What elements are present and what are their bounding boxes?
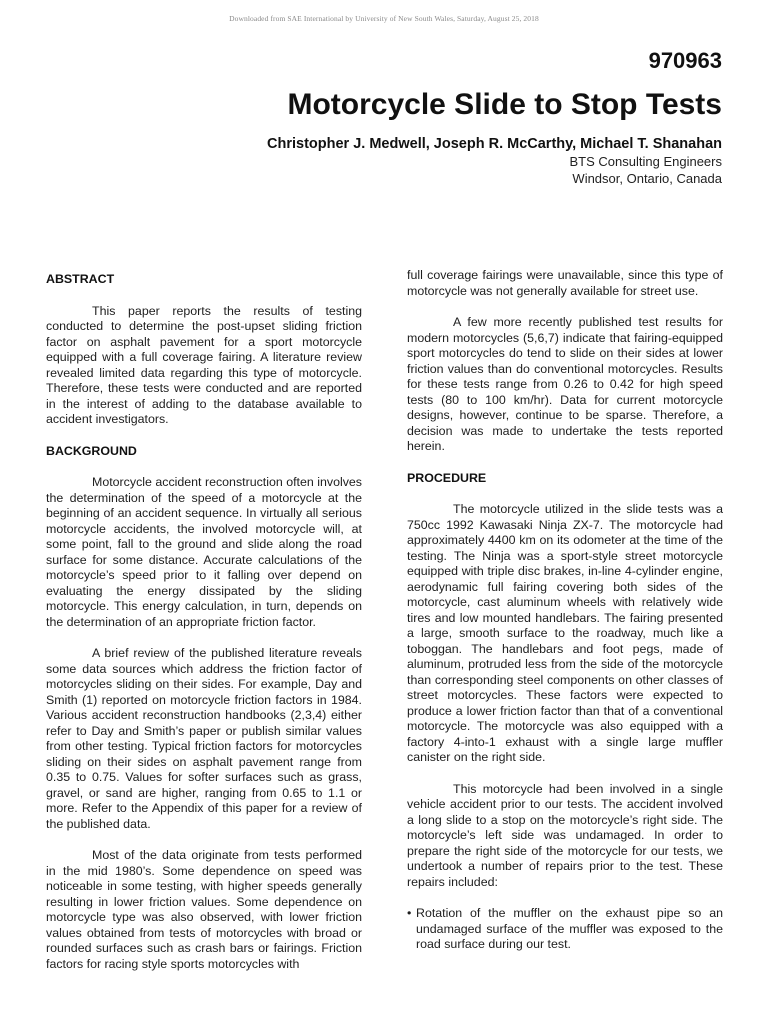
affiliation-location: Windsor, Ontario, Canada — [572, 171, 722, 186]
procedure-heading: PROCEDURE — [407, 470, 487, 485]
bullet-text: Rotation of the muffler on the exhaust pipe so an undamaged surface of the muffler was exposed to the road surface during our test. — [416, 906, 723, 951]
author-list: Christopher J. Medwell, Joseph R. McCarthy, Michael T. Shanahan — [267, 136, 722, 152]
paper-number: 970963 — [648, 48, 722, 73]
abstract-heading: ABSTRACT — [46, 272, 115, 286]
background-heading: BACKGROUND — [46, 443, 137, 458]
paper-title: Motorcycle Slide to Stop Tests — [287, 88, 722, 121]
background-paragraph-2: A brief review of the published literature reveals some data sources which address the friction factor of motorcycles sliding on their sides. For example, Day and Smith (1) reported on motorcycle friction factors in 1984. Various accident reconstruction handbooks (2,3,4) either refer to Day and Smith’s paper or publish similar values from other testing. Typical friction factors for motorcycles sliding on their sides on asphalt pavement range from 0.35 to 0.75. Values for softer surfaces such as grass, gravel, or sand are higher, ranging from 0.65 to 1.1 or more. Refer to the Appendix of this paper for a review of the published data. — [46, 646, 362, 831]
recent-results-paragraph: A few more recently published test results for modern motorcycles (5,6,7) indicate that fairing-equipped sport motorcycles do tend to slide on their sides at lower friction values than do conventional motorcycles. Results for these tests range from 0.26 to 0.42 for high speed tests (80 to 100 km/hr). Data for current motorcycle designs, however, continue to be sparse. Therefore, a decision was made to undertake the tests reported herein. — [407, 315, 723, 453]
bullet-icon: • — [407, 906, 412, 920]
affiliation-organization: BTS Consulting Engineers — [569, 154, 722, 169]
procedure-paragraph-2: This motorcycle had been involved in a single vehicle accident prior to our tests. The accident involved a long slide to a stop on the motorcycle’s right side. The motorcycle’s left side was undamaged. In order to prepare the right side of the motorcycle for our tests, we undertook a number of repairs prior to the test. These repairs included: — [407, 781, 723, 889]
download-note: Downloaded from SAE International by University of New South Wales, Saturday, August 25, 2018 — [229, 14, 539, 23]
abstract-paragraph: This paper reports the results of testing conducted to determine the post-upset sliding friction factor on asphalt pavement for a sport motorcycle equipped with a full coverage fairing. A literature review revealed limited data regarding this type of motorcycle. Therefore, these tests were conducted and are reported in the interest of adding to the database available to accident investigators. — [46, 303, 362, 426]
continuation-paragraph: full coverage fairings were unavailable, since this type of motorcycle was not generally available for street use. — [407, 268, 723, 298]
right-column — [407, 268, 723, 953]
repair-bullet-item — [407, 906, 723, 953]
background-paragraph-3: Most of the data originate from tests performed in the mid 1980’s. Some dependence on speed was noticeable in some testing, with higher speeds generally resulting in lower friction values. Some dependence on motorcycle type was also observed, with lower friction values obtained from tests of motorcycles with broad or rounded surfaces such as crash bars or fairings. Friction factors for racing style sports motorcycles with — [46, 848, 362, 971]
background-paragraph-1: Motorcycle accident reconstruction often involves the determination of the speed of a motorcycle at the beginning of an accident sequence. In virtually all serious motorcycle accidents, the involved motorcycle will, at some point, fall to the ground and slide along the road surface for some distance. Accurate calculations of the motorcycle’s speed prior to it falling over depend on evaluating the energy dissipated by the sliding motorcycle. This energy calculation, in turn, depends on the determination of an appropriate friction factor. — [46, 475, 362, 629]
procedure-paragraph-1: The motorcycle utilized in the slide tests was a 750cc 1992 Kawasaki Ninja ZX-7. The motorcycle had approximately 4400 km on its odometer at the time of the testing. The Ninja was a sport-style street motorcycle equipped with triple disc brakes, in-line 4-cylinder engine, aerodynamic full fairing covering both sides of the motorcycle, cast aluminum wheels with relatively wide tires and low mounted handlebars. The fairing presented a large, smooth surface to the roadway, much like a toboggan. The handlebars and foot pegs, made of aluminum, protruded less from the side of the motorcycle than corresponding steel components on other classes of street motorcycles. These factors were expected to produce a lower friction factor than that of a conventional motorcycle. The motorcycle was also equipped with a factory 4-into-1 exhaust with a single large muffler canister on the right side. — [407, 502, 723, 764]
left-column — [46, 268, 362, 988]
